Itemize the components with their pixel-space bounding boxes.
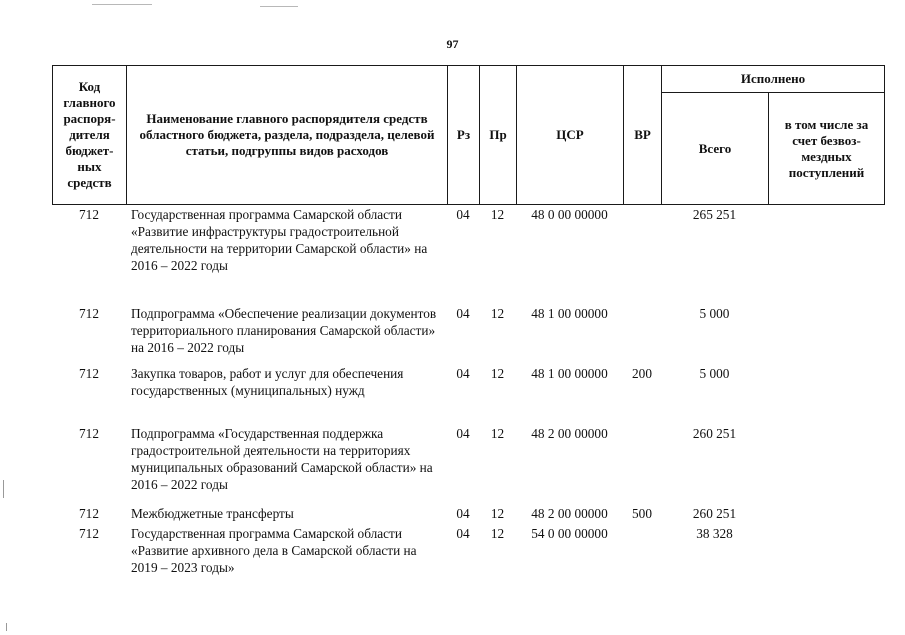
row-csr: 48 0 00 00000 [531,207,608,222]
row-name: Подпрограмма «Обеспечение реализации документов территориального планирования Самарской области» на 2016 – 2022 годы [131,306,437,355]
scan-artifact-mark [3,480,4,498]
row-total: 5 000 [699,306,730,321]
row-name: Межбюджетные трансферты [131,506,294,521]
row-vr: 500 [632,506,652,521]
row-pr: 12 [490,306,505,321]
row-csr: 48 1 00 00000 [531,366,608,381]
scan-artifact-line [92,4,152,5]
row-total: 265 251 [692,207,737,222]
row-pr: 12 [490,426,505,441]
scan-artifact-mark [6,623,7,631]
row-code: 712 [79,506,99,521]
row-rz: 04 [456,207,470,222]
header-name: Наименование главного распорядителя средств областного бюджета, раздела, подраздела, целевой статьи, подгруппы видов расходов [126,65,448,205]
header-pr: Пр [479,65,517,205]
row-name: Государственная программа Самарской области «Развитие инфраструктуры градостроительной деятельности на территории Самарской области» на 2016 – 2022 годы [131,207,428,273]
row-csr: 48 2 00 00000 [531,426,608,441]
row-vr: 200 [632,366,652,381]
header-vr: ВР [623,65,662,205]
row-total: 260 251 [692,506,737,521]
row-total: 38 328 [696,526,733,541]
row-name: Закупка товаров, работ и услуг для обеспечения государственных (муниципальных) нужд [131,366,404,398]
page-number: 97 [446,37,459,51]
row-rz: 04 [456,506,470,521]
row-code: 712 [79,207,99,222]
header-code: Код главного распоря-дителя бюджет-ных средств [52,65,127,205]
row-csr: 54 0 00 00000 [531,526,608,541]
row-code: 712 [79,306,99,321]
row-csr: 48 2 00 00000 [531,506,608,521]
row-code: 712 [79,426,99,441]
row-pr: 12 [490,506,505,521]
row-total: 5 000 [699,366,730,381]
row-rz: 04 [456,306,470,321]
header-total: Всего [661,92,769,205]
header-csr: ЦСР [516,65,624,205]
header-free: в том числе за счет безвоз-мездных поступлений [768,92,885,205]
row-pr: 12 [490,366,505,381]
row-rz: 04 [456,426,470,441]
row-code: 712 [79,526,99,541]
scan-artifact-line [260,6,298,7]
row-rz: 04 [456,526,470,541]
row-pr: 12 [490,207,505,222]
header-rz: Рз [447,65,480,205]
row-csr: 48 1 00 00000 [531,306,608,321]
header-executed: Исполнено [661,65,885,93]
row-rz: 04 [456,366,470,381]
row-name: Подпрограмма «Государственная поддержка градостроительной деятельности на территориях муниципальных образований Самарской области» на 2016 – 2022 годы [131,426,433,492]
row-total: 260 251 [692,426,737,441]
row-name: Государственная программа Самарской области «Развитие архивного дела в Самарской области на 2019 – 2023 годы» [131,526,417,575]
row-code: 712 [79,366,99,381]
row-pr: 12 [490,526,505,541]
